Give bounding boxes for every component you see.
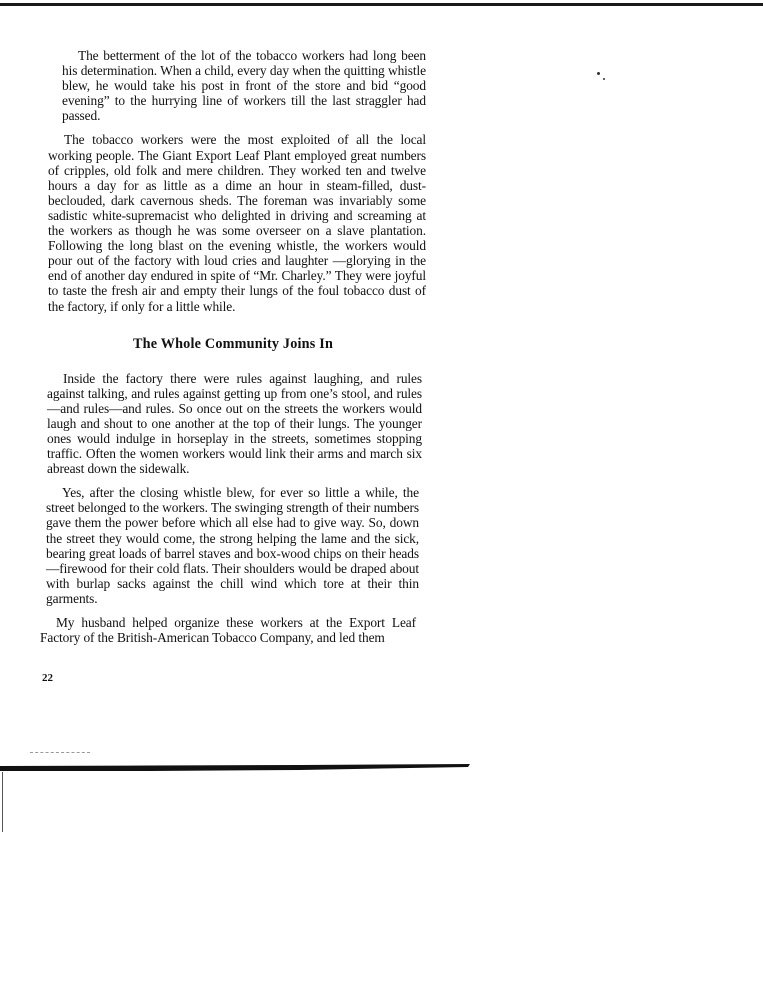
paragraph-tobacco-workers: The tobacco workers were the most exploited of all the local working people. The Giant Export Leaf Plant employed great numbers of cripples, old folk and mere children. They worked ten and twelve hours a day for as little as a dime an hour in steam-filled, dust-beclouded, dark cavernous sheds. The foreman was invariably some sadistic white-supremacist who delighted in driving and screaming at the workers as though he was some overseer on a slave plantation. Following the long blast on the evening whistle, the workers would pour out of the factory with loud cries and laughter —glorying in the end of another day endured in spite of “Mr. Charley.” They were joyful to taste the fresh air and empty their lungs of the foul tobacco dust of the factory, if only for a little while. <box>48 132 426 314</box>
bottom-border-rule <box>0 764 470 772</box>
paragraph-betterment: The betterment of the lot of the tobacco workers had long been his determination. When a child, every day when the quitting whistle blew, he would take his post in front of the store and bid “good evening” to the hurrying line of workers till the last straggler had passed. <box>62 48 426 124</box>
page-number: 22 <box>42 672 53 684</box>
paragraph-factory-rules: Inside the factory there were rules against laughing, and rules against talking, and rules against getting up from one’s stool, and rules—and rules—and rules. So once out on the streets the workers would laugh and shout to one another at the top of their lungs. The younger ones would indulge in horseplay in the streets, sometimes stopping traffic. Often the women workers would link their arms and march six abreast down the sidewalk. <box>47 370 422 477</box>
scan-edge-mark <box>2 772 3 832</box>
scan-speck <box>597 72 600 75</box>
scan-dash-mark <box>30 752 90 754</box>
section-heading: The Whole Community Joins In <box>132 335 334 352</box>
paragraph-husband-organize: My husband helped organize these workers at the Export Leaf Factory of the British-American Tobacco Company, and led them <box>40 615 416 646</box>
paragraph-closing-whistle: Yes, after the closing whistle blew, for ever so little a while, the street belonged to the workers. The swinging strength of their numbers gave them the power before which all else had to give way. So, down the street they would come, the strong helping the lame and the sick, bearing great loads of barrel staves and box-wood chips on their heads—firewood for their cold flats. Their shoulders would be draped about with burlap sacks against the chill wind which tore at their thin garments. <box>46 485 419 606</box>
page-text-column <box>42 48 424 645</box>
scan-speck <box>603 78 605 80</box>
top-border-rule <box>0 3 763 6</box>
